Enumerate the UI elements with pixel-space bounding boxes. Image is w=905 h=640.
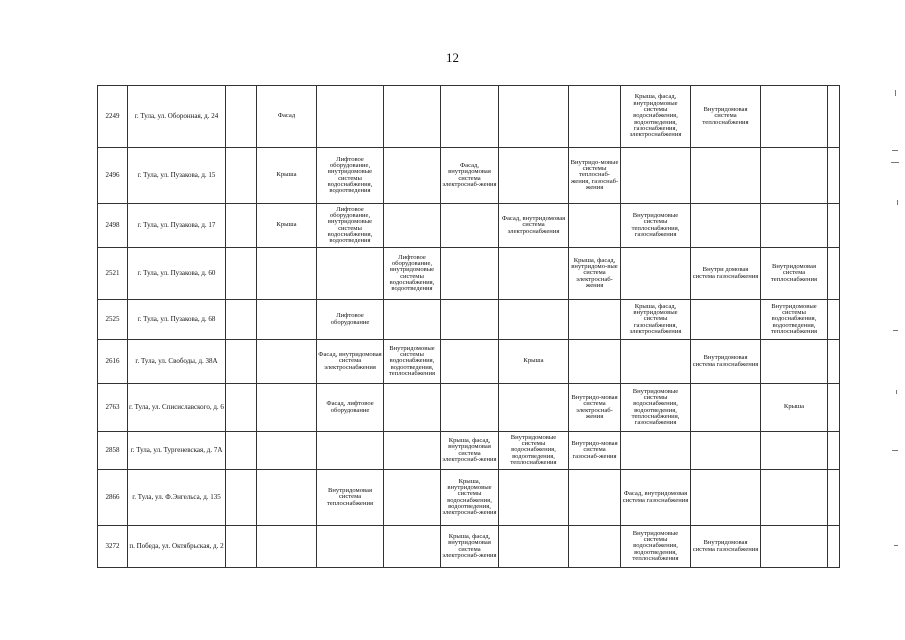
period-cell bbox=[828, 340, 840, 384]
period-cell bbox=[691, 384, 761, 432]
scan-margin-marks bbox=[889, 90, 901, 590]
period-cell bbox=[569, 470, 621, 526]
table-row bbox=[98, 470, 840, 526]
table-row bbox=[98, 204, 840, 248]
period-cell: Внутридомовая система теплоснабжения bbox=[317, 470, 384, 526]
period-cell: Внутридомовые системы водоснабжения, водоотведения, теплоснабжения bbox=[621, 526, 691, 568]
period-cell bbox=[257, 384, 317, 432]
period-cell bbox=[761, 204, 828, 248]
period-cell bbox=[499, 86, 569, 148]
period-cell: Крыша bbox=[257, 204, 317, 248]
period-cell bbox=[384, 148, 441, 204]
period-cell: Внутридомовая система теплоснабжения bbox=[761, 248, 828, 300]
period-cell bbox=[761, 526, 828, 568]
period-cell bbox=[828, 248, 840, 300]
period-cell bbox=[384, 204, 441, 248]
table-row bbox=[98, 248, 840, 300]
period-cell: Крыша, внутридомовые системы водоснабжения, водоотведения, электроснаб-жения bbox=[441, 470, 499, 526]
period-cell: Внутридомовая система газоснабжения bbox=[691, 526, 761, 568]
table-row bbox=[98, 384, 840, 432]
row-id-cell: 2249 bbox=[98, 86, 128, 148]
period-cell: Фасад, внутридомовая система электроснабжения bbox=[317, 340, 384, 384]
period-cell bbox=[257, 340, 317, 384]
period-cell: Внутридомовые системы водоснабжения, водоотведения, теплоснабжения bbox=[384, 340, 441, 384]
row-id-cell: 2496 bbox=[98, 148, 128, 204]
period-cell: Фасад, внутридомовая система электроснаб-жения bbox=[441, 148, 499, 204]
period-cell bbox=[828, 526, 840, 568]
period-cell: Крыша, фасад, внутридомо-вые система электроснаб-жения bbox=[569, 248, 621, 300]
period-cell bbox=[226, 526, 257, 568]
period-cell: Внутридомовая система теплоснабжения bbox=[691, 86, 761, 148]
period-cell bbox=[499, 148, 569, 204]
period-cell bbox=[384, 470, 441, 526]
period-cell: Внутридо-мовые системы теплоснаб-жения, газоснаб-жения bbox=[569, 148, 621, 204]
period-cell: Внутри домовая система газоснабжения bbox=[691, 248, 761, 300]
address-cell: г. Тула, ул. Ф.Энгельса, д. 135 bbox=[128, 470, 226, 526]
period-cell bbox=[761, 148, 828, 204]
period-cell bbox=[317, 86, 384, 148]
period-cell: Лифтовое оборудование, внутридомовые системы водоснабжения, водоотведения bbox=[317, 204, 384, 248]
address-cell: г. Тула, ул. Пузакова, д. 60 bbox=[128, 248, 226, 300]
period-cell bbox=[761, 86, 828, 148]
period-cell bbox=[621, 248, 691, 300]
period-cell bbox=[257, 300, 317, 340]
period-cell bbox=[828, 470, 840, 526]
period-cell bbox=[828, 148, 840, 204]
period-cell bbox=[499, 300, 569, 340]
period-cell: Внутридомовые системы водоснабжения, водоотведения, теплоснабжения bbox=[761, 300, 828, 340]
period-cell: Внутридомовые системы водоснабжения, водоотведения, теплоснабжения bbox=[499, 432, 569, 470]
period-cell: Крыша bbox=[499, 340, 569, 384]
address-cell: г. Тула, ул. Списиславского, д. 6 bbox=[128, 384, 226, 432]
period-cell bbox=[384, 526, 441, 568]
period-cell bbox=[317, 526, 384, 568]
period-cell bbox=[569, 340, 621, 384]
period-cell bbox=[569, 86, 621, 148]
period-cell: Фасад, внутридомовая система электроснабжения bbox=[499, 204, 569, 248]
period-cell bbox=[761, 432, 828, 470]
period-cell bbox=[691, 148, 761, 204]
table-row bbox=[98, 432, 840, 470]
period-cell bbox=[441, 384, 499, 432]
table-body bbox=[98, 86, 840, 568]
period-cell bbox=[226, 248, 257, 300]
period-cell bbox=[621, 432, 691, 470]
period-cell: Внутридо-мовая система газоснаб-жения bbox=[569, 432, 621, 470]
period-cell: Лифтовое оборудование, внутридомовые системы водоснабжения, водоотведения bbox=[317, 148, 384, 204]
period-cell: Крыша, фасад, внутридомовая система электроснаб-жения bbox=[441, 526, 499, 568]
repair-schedule-table bbox=[97, 85, 840, 568]
period-cell bbox=[691, 300, 761, 340]
period-cell bbox=[828, 204, 840, 248]
period-cell bbox=[441, 86, 499, 148]
table-row bbox=[98, 148, 840, 204]
row-id-cell: 2866 bbox=[98, 470, 128, 526]
period-cell bbox=[257, 432, 317, 470]
period-cell bbox=[441, 204, 499, 248]
period-cell bbox=[499, 248, 569, 300]
address-cell: п. Победа, ул. Октябрьская, д. 2 bbox=[128, 526, 226, 568]
period-cell bbox=[384, 384, 441, 432]
period-cell bbox=[226, 432, 257, 470]
period-cell bbox=[499, 470, 569, 526]
period-cell bbox=[828, 300, 840, 340]
period-cell bbox=[691, 470, 761, 526]
period-cell bbox=[828, 86, 840, 148]
period-cell: Внутридо-мовая система электроснаб-жения bbox=[569, 384, 621, 432]
period-cell: Внутридомовые системы теплоснабжения, газоснабжения bbox=[621, 204, 691, 248]
period-cell bbox=[569, 300, 621, 340]
period-cell bbox=[499, 526, 569, 568]
period-cell bbox=[226, 384, 257, 432]
row-id-cell: 2858 bbox=[98, 432, 128, 470]
row-id-cell: 3272 bbox=[98, 526, 128, 568]
table-row bbox=[98, 300, 840, 340]
table-row bbox=[98, 86, 840, 148]
address-cell: г. Тула, ул. Пузакова, д. 15 bbox=[128, 148, 226, 204]
period-cell bbox=[441, 248, 499, 300]
table-row bbox=[98, 340, 840, 384]
row-id-cell: 2498 bbox=[98, 204, 128, 248]
row-id-cell: 2763 bbox=[98, 384, 128, 432]
period-cell bbox=[226, 340, 257, 384]
period-cell bbox=[317, 248, 384, 300]
period-cell bbox=[226, 148, 257, 204]
period-cell: Крыша, фасад, внутридомовые системы газоснабжения, электроснабжения bbox=[621, 300, 691, 340]
period-cell: Внутридомовые системы водоснабжения, водоотведения, теплоснабжения, газоснабжения bbox=[621, 384, 691, 432]
period-cell bbox=[828, 384, 840, 432]
period-cell bbox=[384, 432, 441, 470]
period-cell bbox=[569, 526, 621, 568]
period-cell bbox=[226, 204, 257, 248]
address-cell: г. Тула, ул. Свободы, д. 38А bbox=[128, 340, 226, 384]
period-cell bbox=[761, 470, 828, 526]
period-cell: Фасад, лифтовое оборудование bbox=[317, 384, 384, 432]
period-cell bbox=[621, 340, 691, 384]
period-cell bbox=[226, 470, 257, 526]
table-row bbox=[98, 526, 840, 568]
period-cell bbox=[257, 248, 317, 300]
address-cell: г. Тула, ул. Пузакова, д. 17 bbox=[128, 204, 226, 248]
period-cell: Фасад, внутридомовая система газоснабжения bbox=[621, 470, 691, 526]
period-cell: Внутридомовая система газоснабжения bbox=[691, 340, 761, 384]
period-cell bbox=[226, 86, 257, 148]
period-cell bbox=[691, 204, 761, 248]
period-cell: Крыша bbox=[761, 384, 828, 432]
period-cell bbox=[621, 148, 691, 204]
period-cell: Крыша, фасад, внутридомовая система электроснаб-жения bbox=[441, 432, 499, 470]
period-cell bbox=[761, 340, 828, 384]
period-cell bbox=[384, 86, 441, 148]
period-cell: Крыша, фасад, внутридомовые системы водоснабжения, водоотведения, газоснабжения, электроснабжения bbox=[621, 86, 691, 148]
period-cell bbox=[441, 340, 499, 384]
period-cell: Лифтовое оборудование bbox=[317, 300, 384, 340]
row-id-cell: 2616 bbox=[98, 340, 128, 384]
period-cell bbox=[226, 300, 257, 340]
period-cell bbox=[257, 470, 317, 526]
period-cell: Фасад bbox=[257, 86, 317, 148]
address-cell: г. Тула, ул. Тургеневская, д. 7А bbox=[128, 432, 226, 470]
period-cell bbox=[317, 432, 384, 470]
period-cell bbox=[828, 432, 840, 470]
period-cell bbox=[569, 204, 621, 248]
address-cell: г. Тула, ул. Оборонная, д. 24 bbox=[128, 86, 226, 148]
row-id-cell: 2521 bbox=[98, 248, 128, 300]
address-cell: г. Тула, ул. Пузакова, д. 68 bbox=[128, 300, 226, 340]
period-cell bbox=[257, 526, 317, 568]
page-number: 12 bbox=[446, 50, 459, 65]
period-cell: Крыша bbox=[257, 148, 317, 204]
period-cell bbox=[384, 300, 441, 340]
period-cell: Лифтовое оборудование, внутридомовые системы водоснабжения, водоотведения bbox=[384, 248, 441, 300]
period-cell bbox=[441, 300, 499, 340]
period-cell bbox=[499, 384, 569, 432]
row-id-cell: 2525 bbox=[98, 300, 128, 340]
period-cell bbox=[691, 432, 761, 470]
